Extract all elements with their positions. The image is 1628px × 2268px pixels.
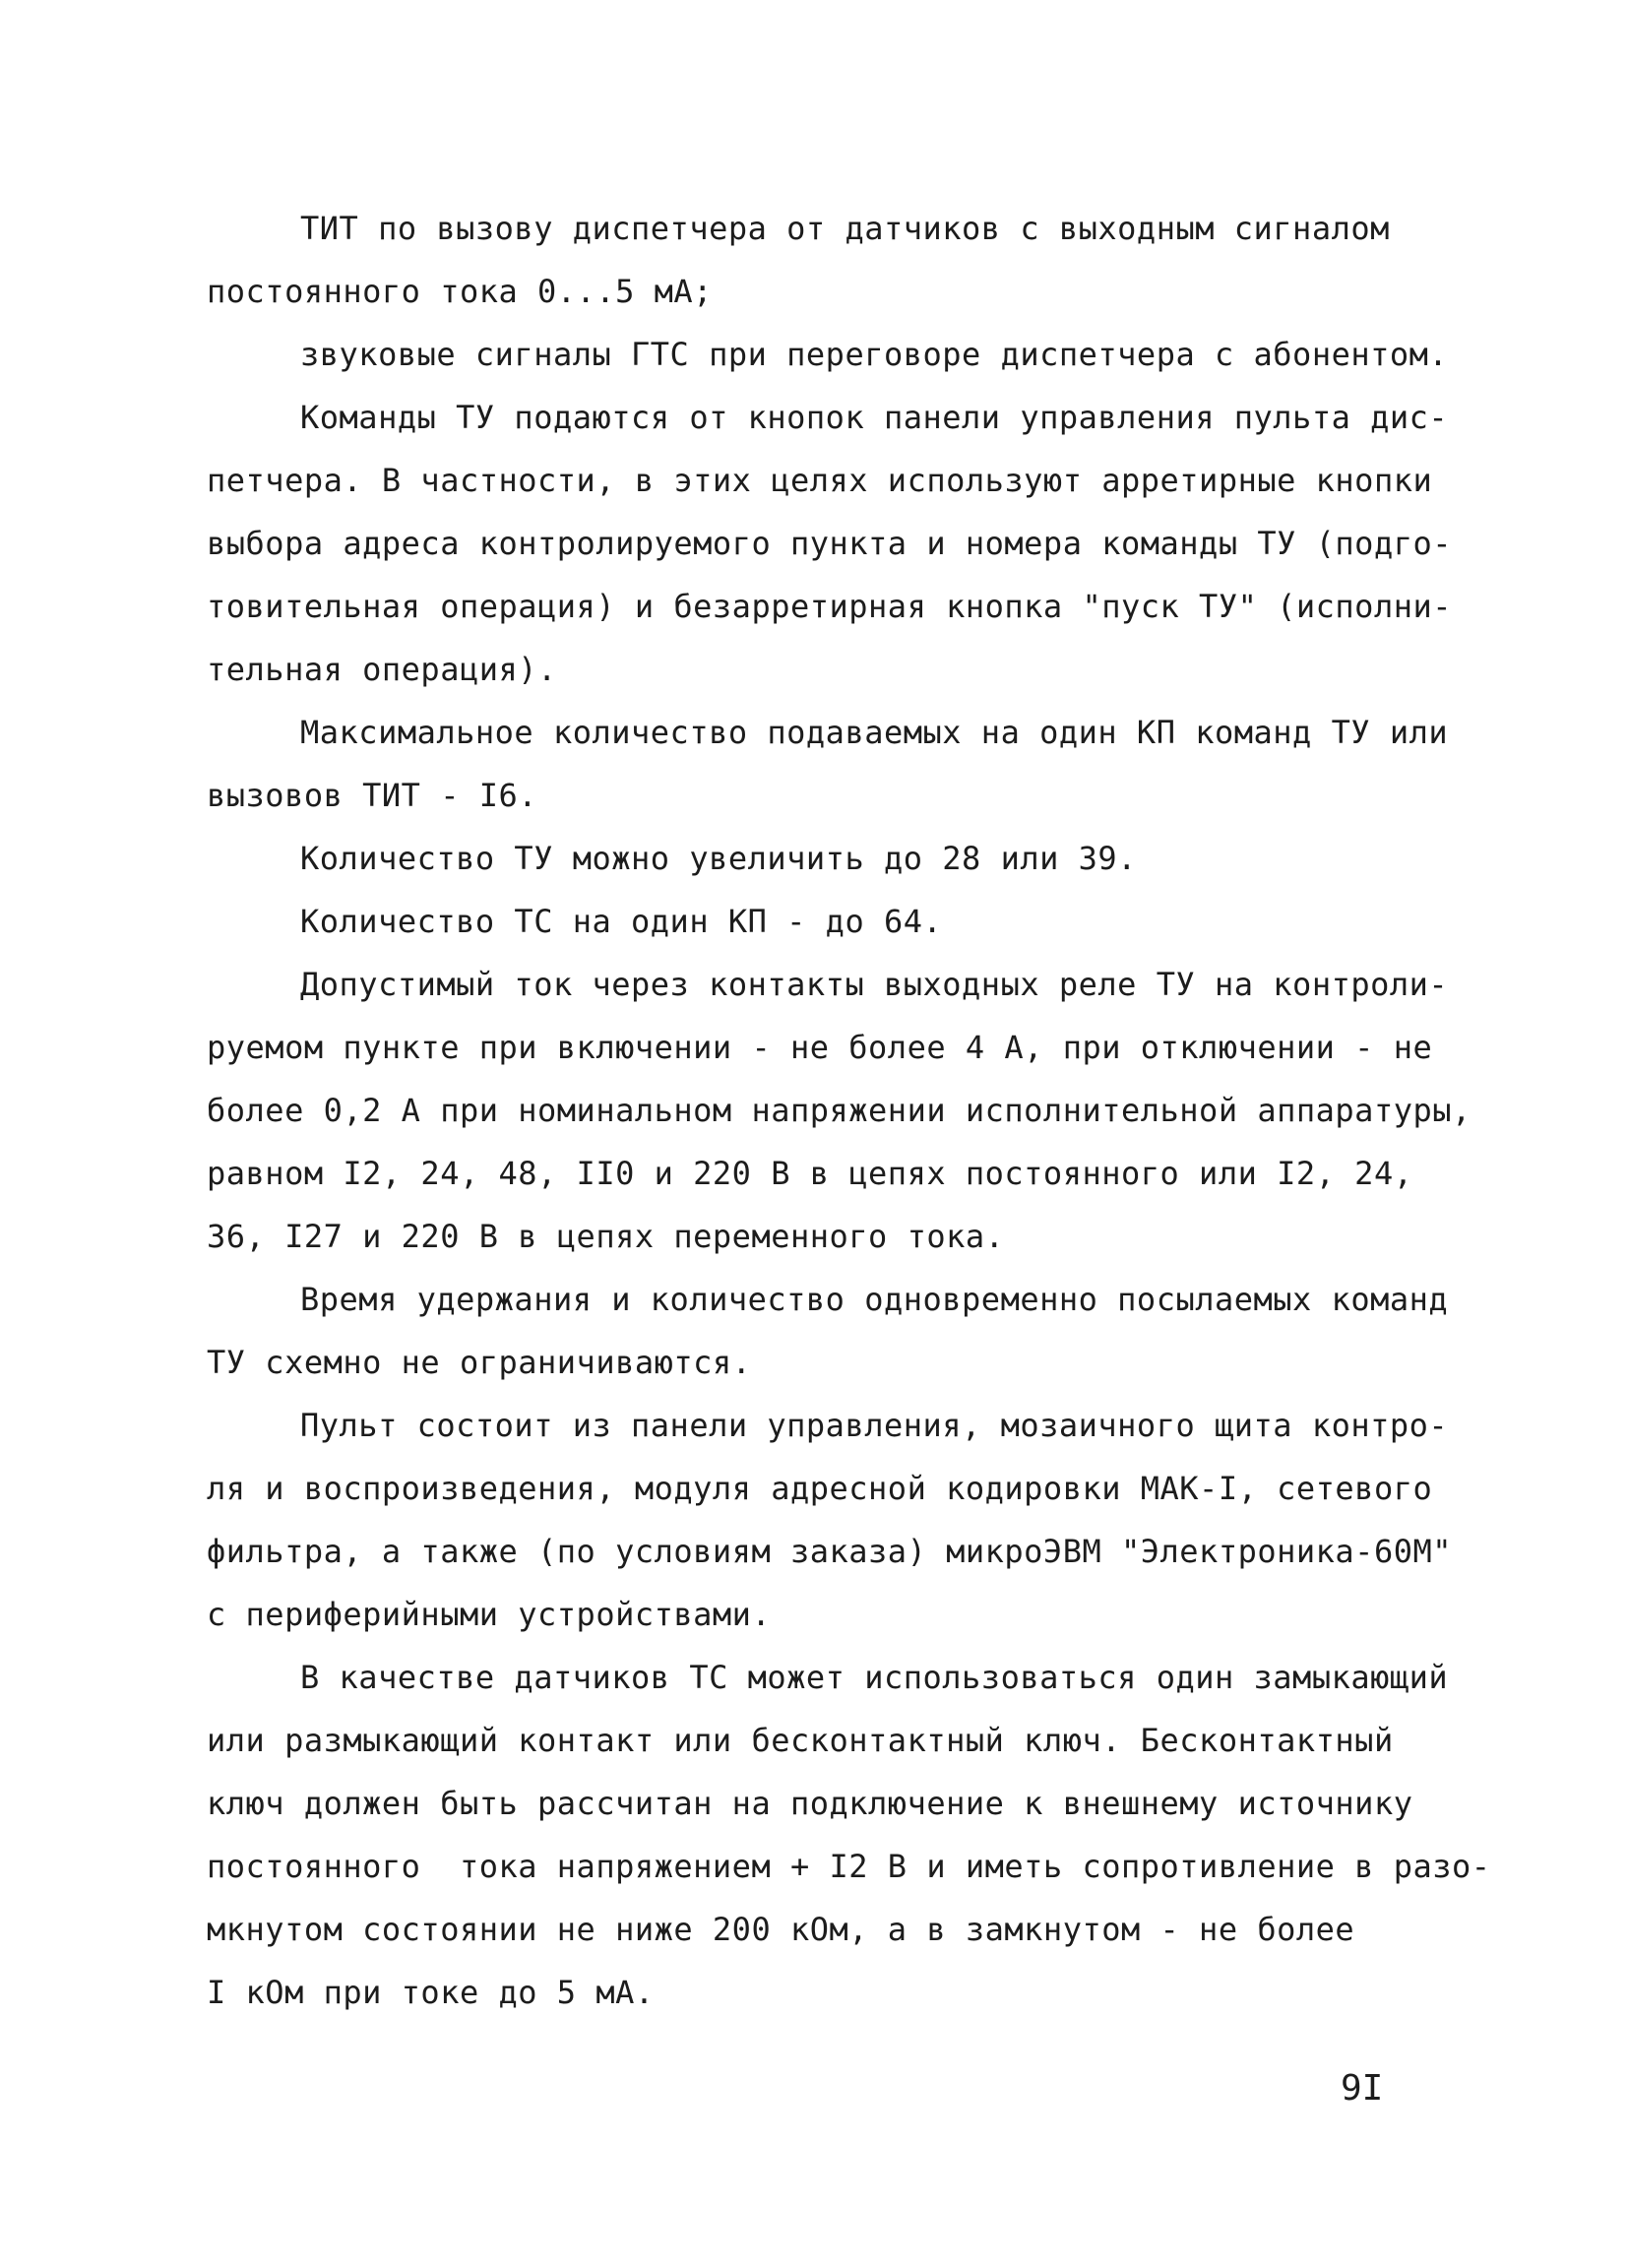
text-line: Команды ТУ подаются от кнопок панели управления пульта дис- (300, 399, 1449, 436)
text-line: постоянного тока напряжением + I2 В и иметь сопротивление в разо- (207, 1848, 1491, 1885)
text-line: Время удержания и количество одновременно посылаемых команд (300, 1281, 1449, 1318)
text-line: ключ должен быть рассчитан на подключение к внешнему источнику (207, 1785, 1413, 1822)
page-number: 9I (1341, 2068, 1384, 2109)
text-line: руемом пункте при включении - не более 4 А, при отключении - не (207, 1029, 1433, 1066)
text-line: В качестве датчиков ТС может использоваться один замыкающий (300, 1659, 1449, 1696)
text-line: более 0,2 А при номинальном напряжении исполнительной аппаратуры, (207, 1092, 1471, 1129)
text-line: тельная операция). (207, 651, 557, 688)
text-line: Допустимый ток через контакты выходных реле ТУ на контроли- (300, 966, 1449, 1003)
text-line: ля и воспроизведения, модуля адресной кодировки МАК-I, сетевого (207, 1470, 1433, 1507)
text-line: мкнутом состоянии не ниже 200 кОм, а в замкнутом - не более (207, 1911, 1355, 1948)
text-line: I кОм при токе до 5 мА. (207, 1974, 655, 2011)
text-line: постоянного тока 0...5 мА; (207, 273, 713, 310)
text-line: Количество ТУ можно увеличить до 28 или 39. (300, 840, 1137, 877)
text-line: Максимальное количество подаваемых на один КП команд ТУ или (300, 714, 1449, 751)
text-line: товительная операция) и безарретирная кнопка "пуск ТУ" (исполни- (207, 588, 1452, 625)
text-line: Количество ТС на один КП - до 64. (300, 903, 943, 940)
text-line: вызовов ТИТ - I6. (207, 777, 538, 814)
text-line: равном I2, 24, 48, II0 и 220 В в цепях постоянного или I2, 24, (207, 1155, 1413, 1192)
text-line: 36, I27 и 220 В в цепях переменного тока. (207, 1218, 1005, 1255)
text-line: ТИТ по вызову диспетчера от датчиков с выходным сигналом (300, 210, 1390, 247)
text-line: с периферийными устройствами. (207, 1596, 772, 1633)
text-line: звуковые сигналы ГТС при переговоре диспетчера с абонентом. (300, 336, 1449, 373)
text-line: Пульт состоит из панели управления, мозаичного щита контро- (300, 1407, 1449, 1444)
text-line: выбора адреса контролируемого пункта и номера команды ТУ (подго- (207, 525, 1452, 562)
text-line: или размыкающий контакт или бесконтактный ключ. Бесконтактный (207, 1722, 1394, 1759)
text-line: петчера. В частности, в этих целях используют арретирные кнопки (207, 462, 1433, 499)
text-line: ТУ схемно не ограничиваются. (207, 1344, 752, 1381)
text-line: фильтра, а также (по условиям заказа) микроЭВМ "Электроника-60М" (207, 1533, 1452, 1570)
